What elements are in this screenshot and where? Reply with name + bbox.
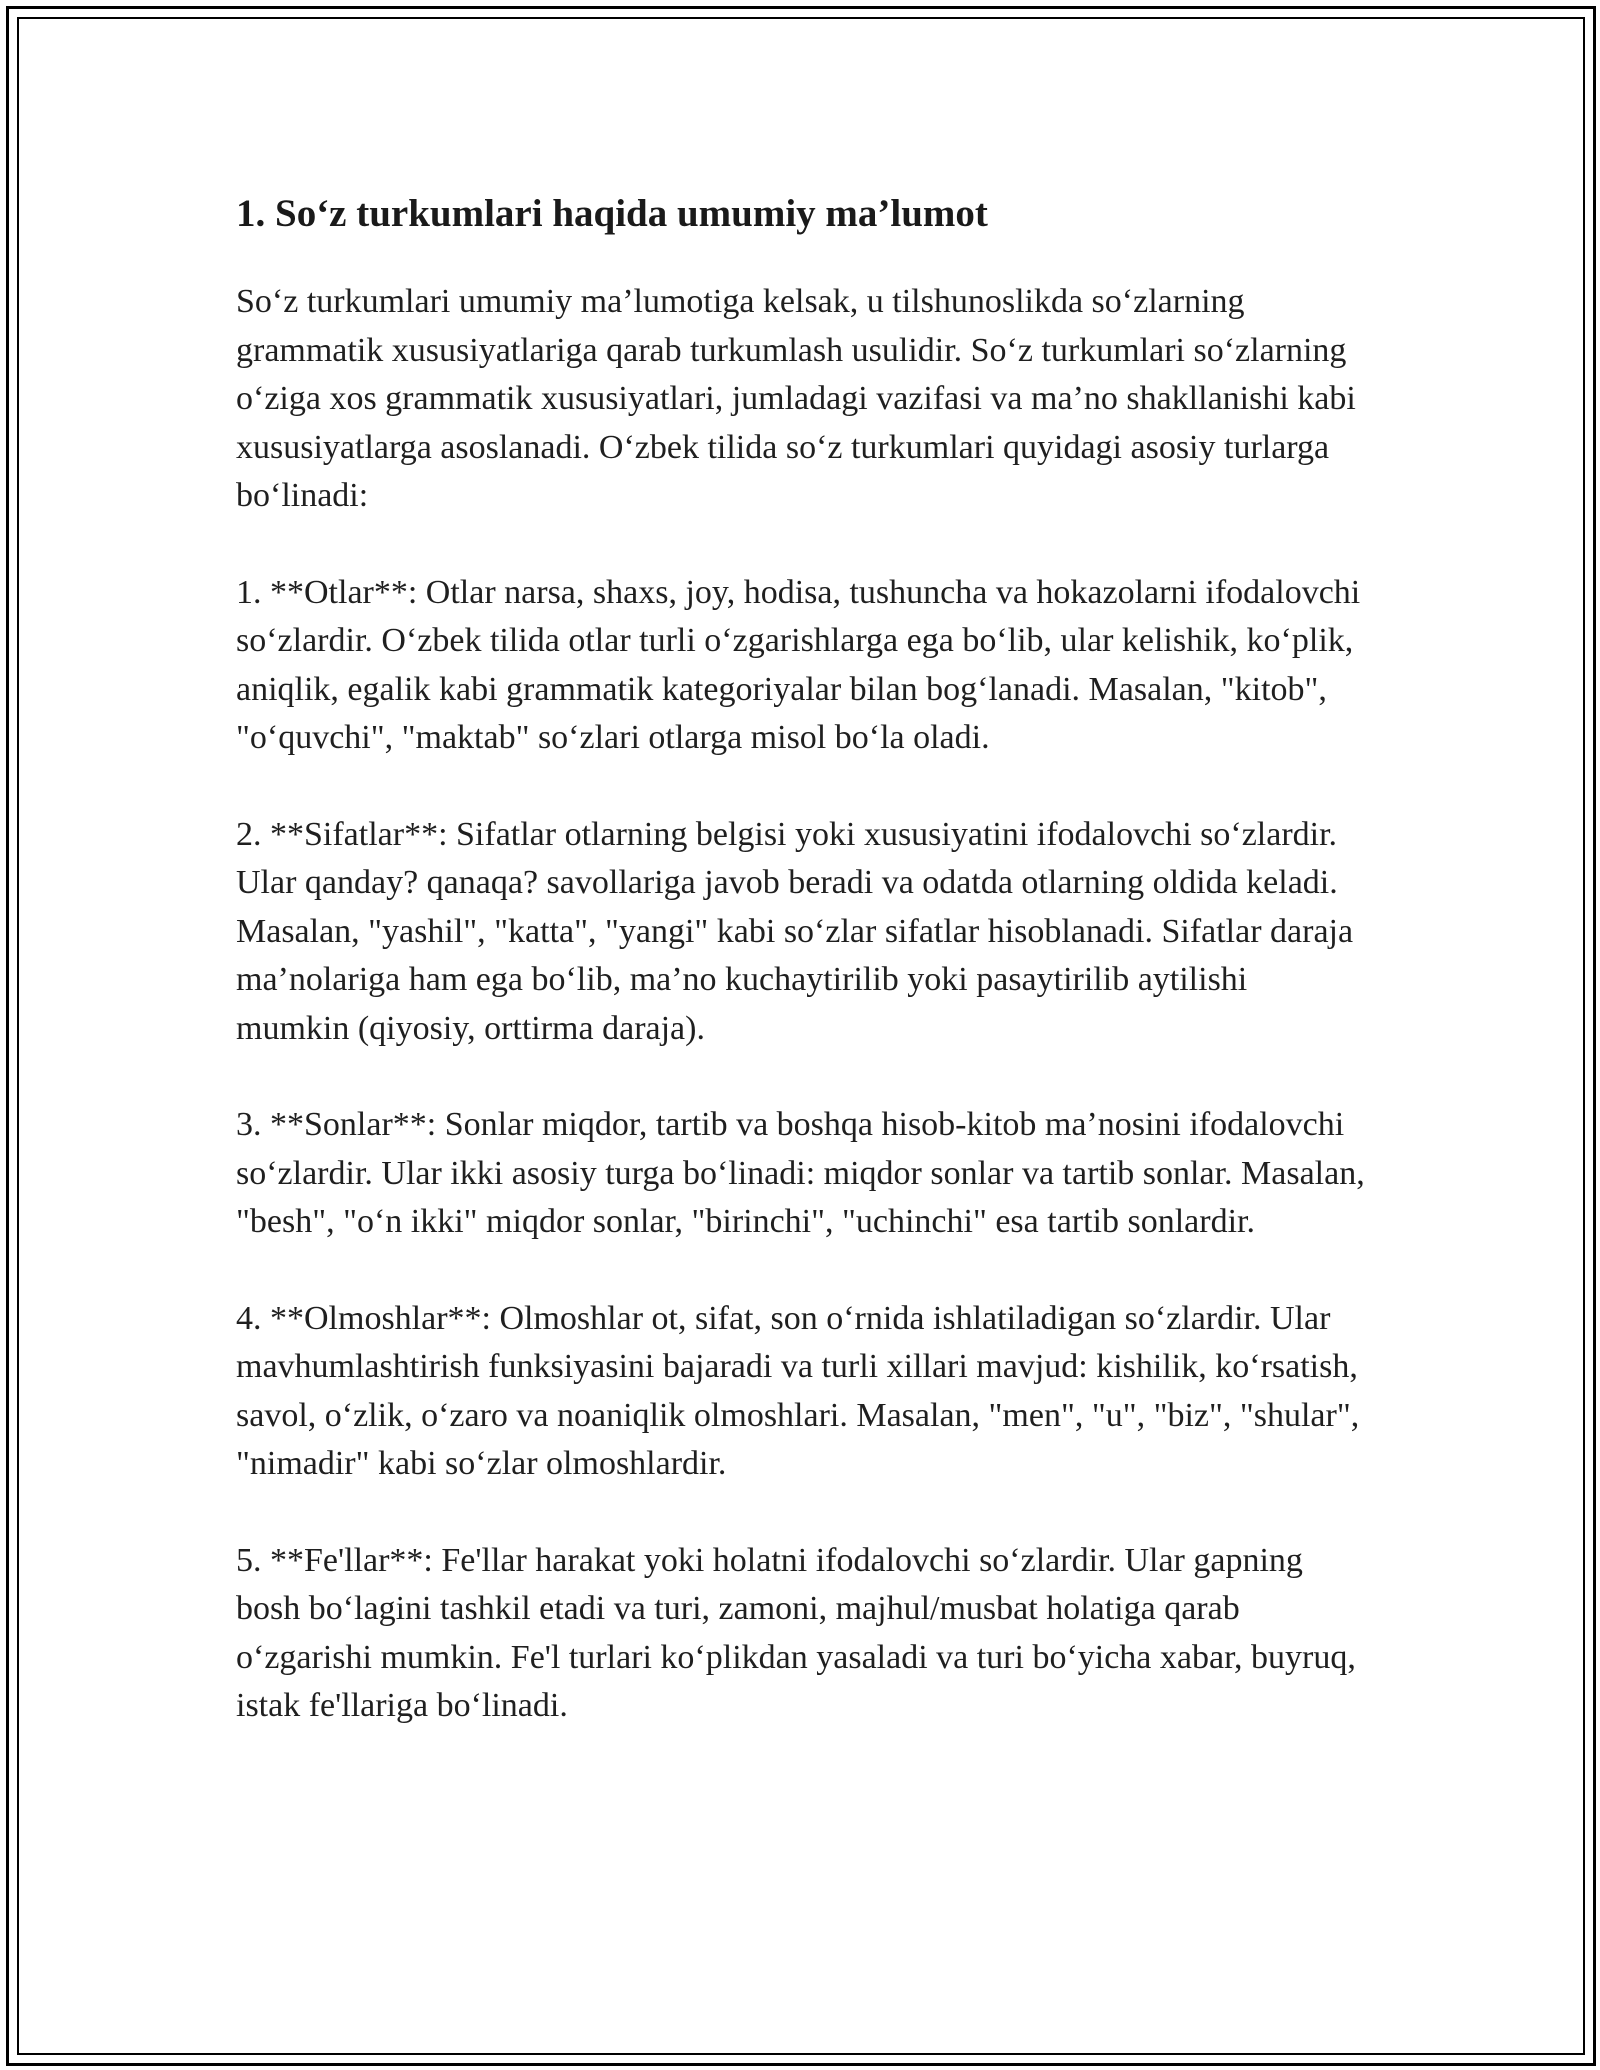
paragraph-otlar: 1. **Otlar**: Otlar narsa, shaxs, joy, hodisa, tushuncha va hokazolarni ifodalovchi so‘zlardir. O‘zbek tilida otlar turli o‘zgarishlarga ega bo‘lib, ular kelishik, ko‘plik, aniqlik, egalik kabi grammatik kategoriyalar bilan bog‘lanadi. Masalan, "kitob", "o‘quvchi", "maktab" so‘zlari otlarga misol bo‘la oladi. bbox=[236, 573, 1361, 756]
paragraph-sonlar: 3. **Sonlar**: Sonlar miqdor, tartib va boshqa hisob-kitob ma’nosini ifodalovchi so‘zlardir. Ular ikki asosiy turga bo‘linadi: miqdor sonlar va tartib sonlar. Masalan, "besh", "o‘n ikki" miqdor sonlar, "birinchi", "uchinchi" esa tartib sonlardir. bbox=[236, 1106, 1365, 1240]
paragraph-sifatlar: 2. **Sifatlar**: Sifatlar otlarning belgisi yoki xususiyatini ifodalovchi so‘zlardir. Ular qanday? qanaqa? savollariga javob beradi va odatda otlarning oldida keladi. Masalan, "yashil", "katta", "yangi" kabi so‘zlar sifatlar hisoblanadi. Sifatlar daraja ma’nolariga ham ega bo‘lib, ma’no kuchaytirilib yoki pasaytirilib aytilishi mumkin (qiyosiy, orttirma daraja). bbox=[236, 815, 1354, 1047]
paragraph-olmoshlar: 4. **Olmoshlar**: Olmoshlar ot, sifat, son o‘rnida ishlatiladigan so‘zlardir. Ular mavhumlashtirish funksiyasini bajaradi va turli xillari mavjud: kishilik, ko‘rsatish, savol, o‘zlik, o‘zaro va noaniqlik olmoshlari. Masalan, "men", "u", "biz", "shular", "nimadir" kabi so‘zlar olmoshlardir. bbox=[236, 1299, 1360, 1482]
intro-paragraph: So‘z turkumlari umumiy ma’lumotiga kelsak, u tilshunoslikda so‘zlarning grammatik xususiyatlariga qarab turkumlash usulidir. So‘z turkumlari so‘zlarning o‘ziga xos grammatik xususiyatlari, jumladagi vazifasi va ma’no shakllanishi kabi xususiyatlarga asoslanadi. O‘zbek tilida so‘z turkumlari quyidagi asosiy turlarga bo‘linadi: bbox=[236, 283, 1356, 514]
paragraph-fellar: 5. **Fe'llar**: Fe'llar harakat yoki holatni ifodalovchi so‘zlardir. Ular gapning bosh bo‘lagini tashkil etadi va turi, zamoni, majhul/musbat holatiga qarab o‘zgarishi mumkin. Fe'l turlari ko‘plikdan yasaladi va turi bo‘yicha xabar, buyruq, istak fe'llariga bo‘linadi. bbox=[236, 1541, 1356, 1724]
section-heading: 1. So‘z turkumlari haqida umumiy ma’lumot bbox=[236, 192, 988, 235]
document-body bbox=[236, 186, 1366, 1779]
